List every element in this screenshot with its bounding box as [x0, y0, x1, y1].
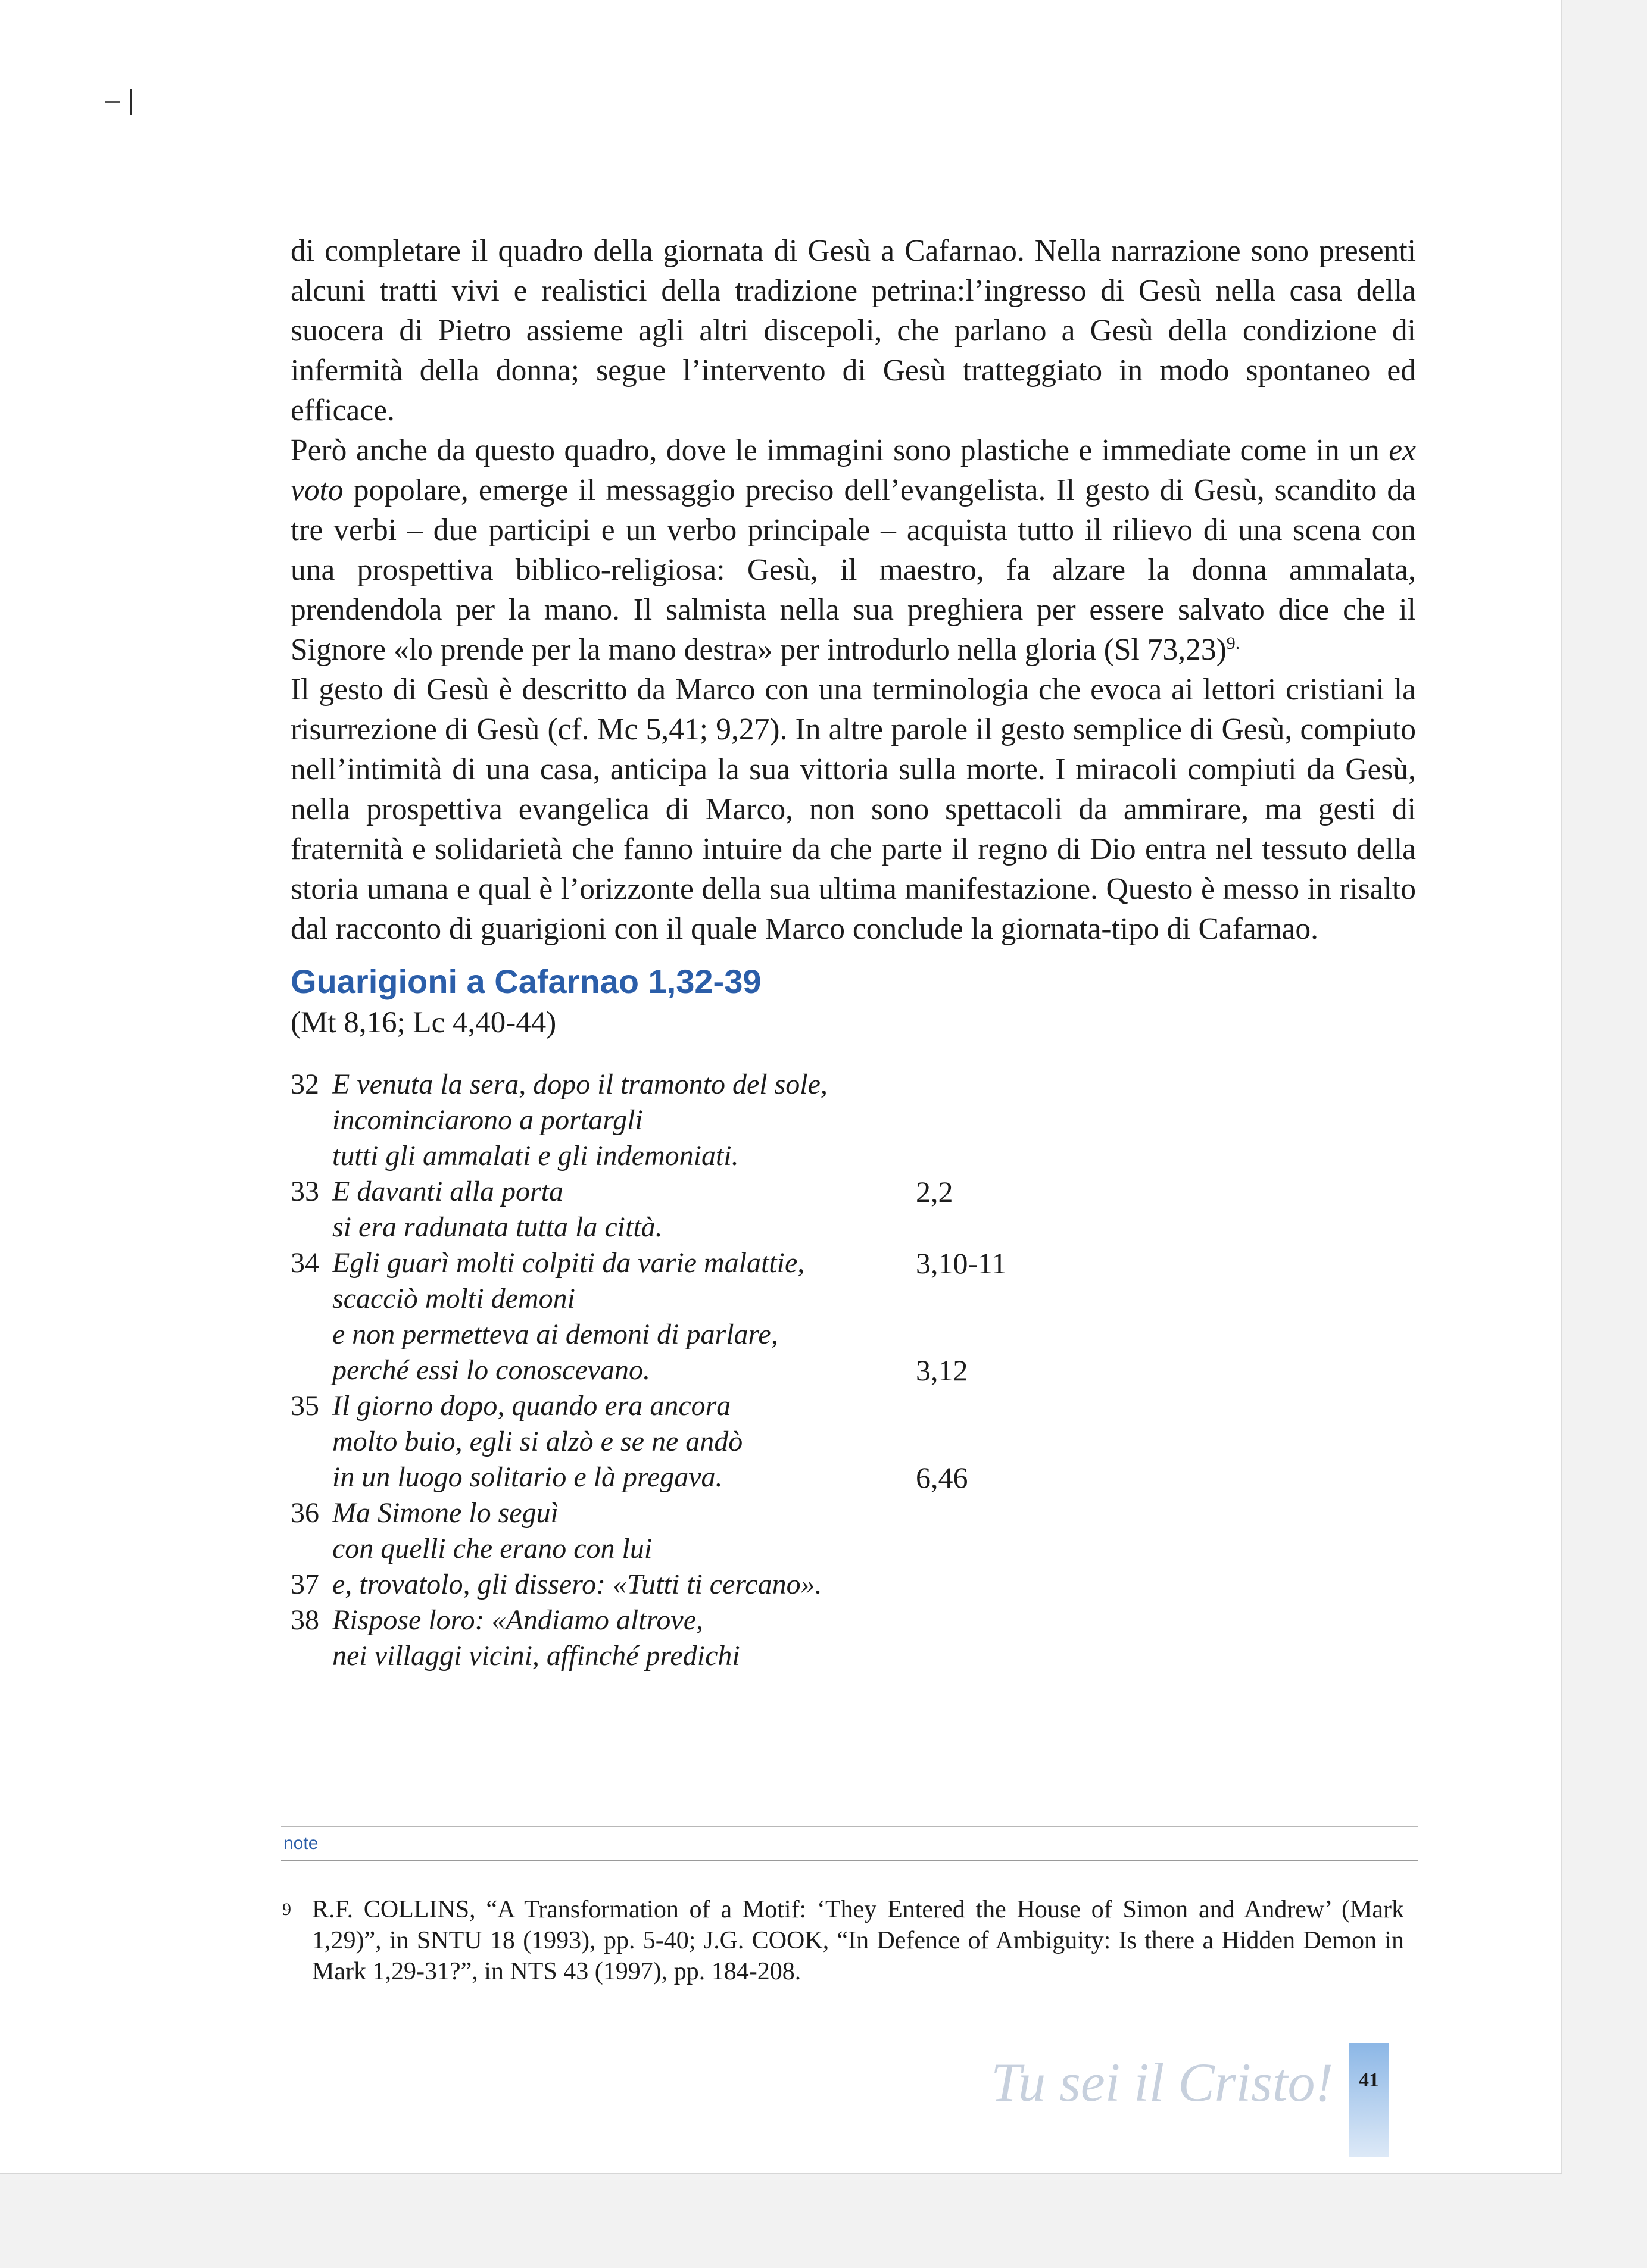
verse-line [291, 1567, 1416, 1602]
paragraph-2: Però anche da questo quadro, dove le immagini sono plastiche e immediate come in un ex voto popolare, emerge il messaggio preciso dell’evangelista. Il gesto di Gesù, scandito da tre verbi – due participi e un verbo principale – acquista tutto il rilievo di una scena con una prospettiva biblico-religiosa: Gesù, il maestro, fa alzare la donna ammalata, prendendola per la mano. Il salmista nella sua preghiera per essere salvato dice che il Signore «lo prende per la mano destra» per introdurlo nella gloria (Sl 73,23)$^{9.}$ [291, 433, 1417, 667]
verse-line [291, 1388, 1416, 1424]
verse-text: nei villaggi vicini, affinché predichi [332, 1640, 740, 1672]
verse-line [291, 1138, 1416, 1174]
verse-text: incominciarono a portargli [332, 1104, 643, 1136]
verse-line [291, 1531, 1416, 1567]
section-heading: Guarigioni a Cafarnao 1,32-39 [291, 963, 762, 1000]
verse-line [291, 1245, 1416, 1281]
verse-line [291, 1352, 1416, 1388]
verse-number: 36 [291, 1497, 319, 1529]
verse-line [291, 1638, 1416, 1674]
verse-text: scacciò molti demoni [332, 1283, 575, 1314]
footnote-ref: 9. [1226, 633, 1240, 653]
verse-list [291, 1067, 1416, 1674]
verse-text: e non permetteva ai demoni di parlare, [332, 1319, 778, 1350]
cross-reference: 6,46 [916, 1461, 968, 1494]
footnote-number: 9 [282, 1900, 291, 1919]
verse-text: E davanti alla porta [332, 1176, 563, 1207]
verse-text: E venuta la sera, dopo il tramonto del sole, [332, 1069, 828, 1100]
verse-text: e, trovatolo, gli dissero: «Tutti ti cercano». [332, 1569, 822, 1600]
verse-text: Egli guarì molti colpiti da varie malattie, [332, 1247, 805, 1279]
notes-label: note [283, 1833, 319, 1853]
cross-reference: 2,2 [916, 1175, 953, 1208]
verse-line [291, 1424, 1416, 1460]
verse-line [291, 1102, 1416, 1138]
footnote-divider [281, 1826, 1418, 1827]
verse-text: in un luogo solitario e là pregava. [332, 1461, 723, 1493]
paragraph-1: di completare il quadro della giornata di Gesù a Cafarnao. Nella narrazione sono presenti alcuni tratti vivi e realistici della tradizione petrina:l’ingresso di Gesù nella casa della suocera di Pietro assieme agli altri discepoli, che parlano a Gesù della condizione di infermità della donna; segue l’intervento di Gesù tratteggiato in modo spontaneo ed efficace. [291, 234, 1416, 427]
footnote-9 [282, 1894, 1404, 1987]
verse-line [291, 1174, 1416, 1210]
verse-number: 37 [291, 1569, 319, 1600]
verse-number: 33 [291, 1176, 319, 1207]
verse-line [291, 1210, 1416, 1245]
verse-line [291, 1317, 1416, 1352]
page-number: 41 [1359, 2069, 1379, 2091]
cross-reference: 3,10-11 [916, 1247, 1007, 1280]
paragraph-3: Il gesto di Gesù è descritto da Marco con una terminologia che evoca ai lettori cristiani la risurrezione di Gesù (cf. Mc 5,41; 9,27). In altre parole il gesto semplice di Gesù, compiuto nell’intimità di una casa, anticipa la sua vittoria sulla morte. I miracoli compiuti da Gesù, nella prospettiva evangelica di Marco, non sono spettacoli da ammirare, ma gesti di fraternità e solidarietà che fanno intuire da che parte il regno di Dio entra nel tessuto della storia umana e qual è l’orizzonte della sua ultima manifestazione. Questo è messo in risalto dal racconto di guarigioni con il quale Marco conclude la giornata-tipo di Cafarnao. [291, 673, 1416, 946]
verse-text: molto buio, egli si alzò e se ne andò [332, 1426, 743, 1457]
notes-rule [281, 1860, 1418, 1861]
verse-text: con quelli che erano con lui [332, 1533, 653, 1564]
verse-text: Ma Simone lo seguì [332, 1497, 559, 1529]
verse-text: Rispose loro: «Andiamo altrove, [332, 1604, 704, 1636]
body-text [291, 231, 1416, 949]
verse-text: perché essi lo conoscevano. [332, 1354, 651, 1386]
verse-text: tutti gli ammalati e gli indemoniati. [332, 1140, 739, 1172]
verse-line [291, 1602, 1416, 1638]
crop-mark [130, 89, 132, 115]
verse-number: 35 [291, 1390, 319, 1422]
section-parallels: (Mt 8,16; Lc 4,40-44) [291, 1006, 557, 1039]
verse-text: si era radunata tutta la città. [332, 1211, 663, 1243]
cross-reference: 3,12 [916, 1354, 968, 1387]
footnote-text: R.F. COLLINS, “A Transformation of a Motif: ‘They Entered the House of Simon and Andrew’ (Mark 1,29)”, in SNTU 18 (1993), pp. 5-40; J.G. COOK, “In Defence of Ambiguity: Is there a Hidden Demon in Mark 1,29-31?”, in NTS 43 (1997), pp. 184-208. [312, 1896, 1404, 1985]
verse-line [291, 1460, 1416, 1495]
verse-text: Il giorno dopo, quando era ancora [332, 1390, 731, 1422]
verse-line [291, 1067, 1416, 1102]
running-title: Tu sei il Cristo! [991, 2052, 1334, 2113]
verse-number: 32 [291, 1069, 319, 1100]
verse-number: 34 [291, 1247, 319, 1279]
verse-line [291, 1281, 1416, 1317]
page-number-tab [1349, 2043, 1389, 2157]
ex-voto-term: ex voto [291, 433, 1417, 507]
verse-line [291, 1495, 1416, 1531]
crop-mark [105, 101, 120, 103]
page-content [291, 231, 1416, 1674]
verse-number: 38 [291, 1604, 319, 1636]
